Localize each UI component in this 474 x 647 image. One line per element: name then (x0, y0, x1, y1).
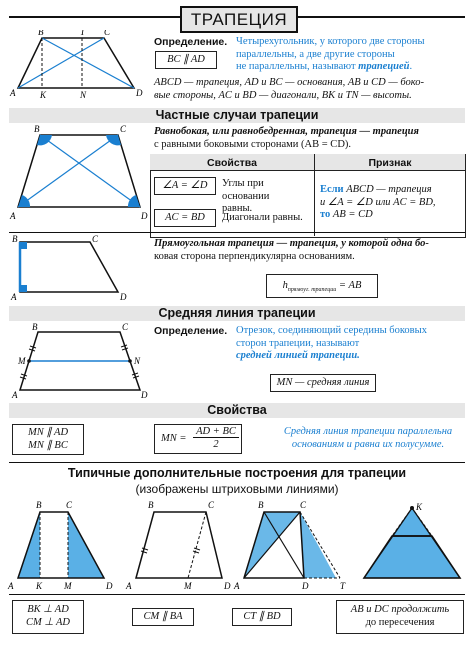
col-sign: Признак (315, 154, 465, 171)
extension-construction-figure (356, 498, 468, 592)
parallel-side-construction-figure (122, 498, 232, 592)
midline-note: Средняя линия трапеции параллельна основаниям и равна их полусумме. (283, 426, 453, 450)
midline-parallel-box: MN ∥ AD MN ∥ BC (12, 424, 84, 455)
svg-text:D: D (120, 292, 127, 302)
svg-text:B: B (258, 500, 264, 510)
sign-text: Если ABCD — трапеция и ∠A = ∠D или AC = BD, то AB = CD (320, 184, 436, 220)
right-trapezoid-figure (8, 234, 148, 302)
parallel-diagonal-construction-figure (232, 498, 352, 592)
constructions-heading: Типичные дополнительные построения для трапеции (67, 466, 407, 480)
svg-text:N: N (80, 90, 87, 100)
svg-text:B: B (38, 30, 44, 37)
isosceles-figure (8, 125, 148, 230)
midline-def-label: Определение. (154, 325, 228, 337)
svg-text:D: D (224, 581, 231, 591)
svg-text:C: C (208, 500, 215, 510)
col-properties: Свойства (150, 154, 315, 171)
constructions-subheading: (изображены штриховыми линиями) (135, 482, 339, 496)
svg-text:A: A (12, 390, 18, 400)
svg-text:M: M (184, 581, 192, 591)
right-trapezoid-definition: Прямоугольная трапеция — трапеция, у которой одна бо- ковая сторона перпендикулярна основаниям. (154, 238, 429, 262)
svg-text:D: D (302, 581, 309, 591)
svg-text:A: A (126, 581, 132, 591)
heights-construction-figure (4, 498, 120, 592)
svg-text:A: A (10, 88, 16, 98)
parallel-diagonal-box: CT ∥ BD (232, 608, 292, 626)
svg-text:B: B (36, 500, 42, 510)
svg-text:B: B (148, 500, 154, 510)
midline-formula: MN = AD + BC 2 (154, 424, 242, 454)
svg-text:D: D (141, 390, 148, 400)
svg-text:D: D (141, 211, 148, 221)
svg-text:T: T (80, 30, 86, 37)
parallel-side-box: CM ∥ BA (132, 608, 194, 626)
midline-heading: Средняя линия трапеции (9, 306, 465, 321)
svg-text:K: K (36, 581, 43, 591)
table-divider (314, 170, 315, 236)
svg-text:T: T (340, 581, 346, 591)
svg-text:C: C (300, 500, 307, 510)
divider (9, 462, 465, 463)
page-title: ТРАПЕЦИЯ (180, 6, 298, 33)
svg-text:D: D (106, 581, 113, 591)
svg-text:C: C (104, 30, 111, 37)
divider (9, 232, 465, 233)
definition-label: Определение. (154, 36, 228, 48)
midline-figure (8, 322, 148, 402)
svg-text:C: C (122, 322, 129, 332)
svg-text:B: B (12, 234, 18, 244)
trapezoid-figure (8, 30, 148, 102)
angles-formula: ∠A = ∠D (154, 177, 216, 195)
svg-text:K: K (416, 502, 423, 512)
svg-text:A: A (10, 211, 16, 221)
svg-text:B: B (32, 322, 38, 332)
svg-text:M: M (64, 581, 72, 591)
divider (9, 594, 465, 595)
parallel-formula: BC ∥ AD (155, 51, 217, 69)
trapezoid-description: ABCD — трапеция, AD и BC — основания, AB и CD — боко- вые стороны, AC и BD — диагонали, BK и TN — высоты. (154, 77, 424, 101)
midline-box: MN — средняя линия (270, 374, 376, 392)
svg-text:A: A (8, 581, 14, 591)
svg-text:K: K (40, 90, 47, 100)
diagonals-text: Диагонали равны. (222, 212, 303, 223)
midline-def-text: Отрезок, соединяющий середины боковых сторон трапеции, называют средней линией трапеции. (236, 325, 427, 361)
height-formula: $h_{прямоуг. трапеции}$ = AB (266, 274, 378, 298)
svg-text:D: D (136, 88, 143, 98)
svg-text:B: B (34, 125, 40, 134)
angles-text: Углы при основании равны. (222, 178, 270, 214)
svg-text:A: A (234, 581, 240, 591)
svg-text:C: C (92, 234, 99, 244)
isosceles-definition: Равнобокая, или равнобедренная, трапеция — трапеция с равными боковыми сторонами (AB = CD). (154, 126, 419, 150)
svg-text:C: C (120, 125, 127, 134)
extension-box: AB и DC продолжить до пересечения (336, 600, 464, 634)
special-cases-heading: Частные случаи трапеции (9, 108, 465, 123)
svg-text:N: N (134, 356, 141, 366)
svg-text:C: C (66, 500, 73, 510)
svg-text:M: M (18, 356, 26, 366)
diagonals-formula: AC = BD (154, 209, 216, 227)
midline-props-heading: Свойства (9, 403, 465, 418)
definition-text: Четырехугольник, у которого две стороны параллельны, а две другие стороны не параллельны, называют трапецией. (236, 36, 425, 72)
heights-box: BK ⊥ AD CM ⊥ AD (12, 600, 84, 634)
svg-text:A: A (11, 292, 17, 302)
